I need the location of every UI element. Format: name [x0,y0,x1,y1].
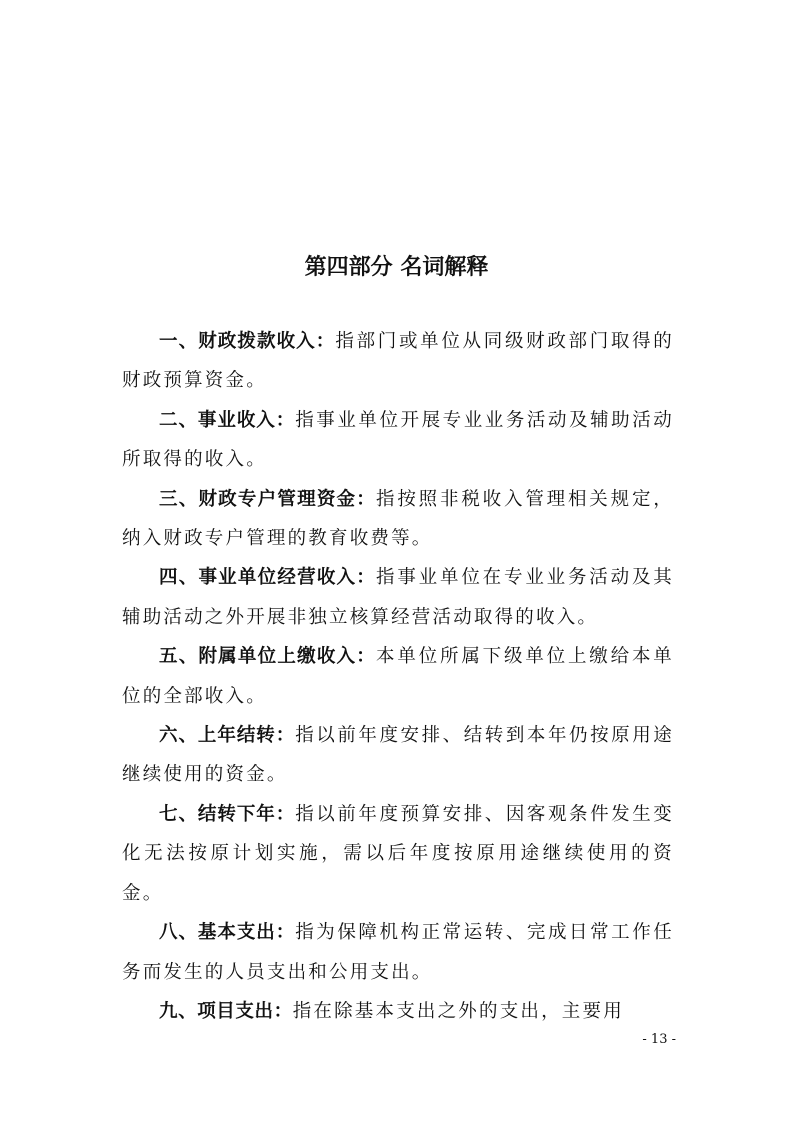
term-paragraph [122,480,674,559]
term-definition: 指部门或单位从同级财政部门取得的财政预算资金。 [122,331,675,392]
term-paragraph [122,637,674,716]
term-definition: 指按照非税收入管理相关规定，纳入财政专户管理的教育收费等。 [122,488,674,550]
term-label: 八、基本支出： [159,922,296,944]
term-paragraph [122,992,674,1031]
term-label: 一、财政拨款收入： [159,331,336,352]
term-definition: 指事业单位在专业业务活动及其辅助活动之外开展非独立核算经营活动取得的收入。 [122,567,674,628]
term-paragraph [122,913,674,992]
term-label: 七、结转下年： [159,803,296,825]
term-paragraph [122,322,674,401]
term-definition: 指为保障机构正常运转、完成日常工作任务而发生的人员支出和公用支出。 [122,922,674,983]
term-definition: 本单位所属下级单位上缴给本单位的全部收入。 [122,646,674,707]
term-definition: 指事业单位开展专业业务活动及辅助活动所取得的收入。 [122,409,674,471]
term-label: 六、上年结转： [159,725,296,747]
term-label: 五、附属单位上缴收入： [159,646,377,668]
term-label: 二、事业收入： [159,409,296,431]
term-definition: 指在除基本支出之外的支出，主要用 [292,1000,624,1022]
glossary-body [122,322,674,1031]
page-number: - 13 - [642,1032,676,1047]
term-definition: 指以前年度安排、结转到本年仍按原用途继续使用的资金。 [122,725,674,786]
term-paragraph [122,795,674,913]
term-label: 九、项目支出： [159,1000,293,1022]
term-label: 四、事业单位经营收入： [159,567,377,589]
term-label: 三、财政专户管理资金： [159,488,377,510]
term-paragraph [122,716,674,795]
term-definition: 指以前年度预算安排、因客观条件发生变化无法按原计划实施，需以后年度按原用途继续使用的资金。 [122,803,674,904]
term-paragraph [122,401,674,480]
page-title: 第四部分 名词解释 [304,255,489,280]
term-paragraph [122,558,674,637]
